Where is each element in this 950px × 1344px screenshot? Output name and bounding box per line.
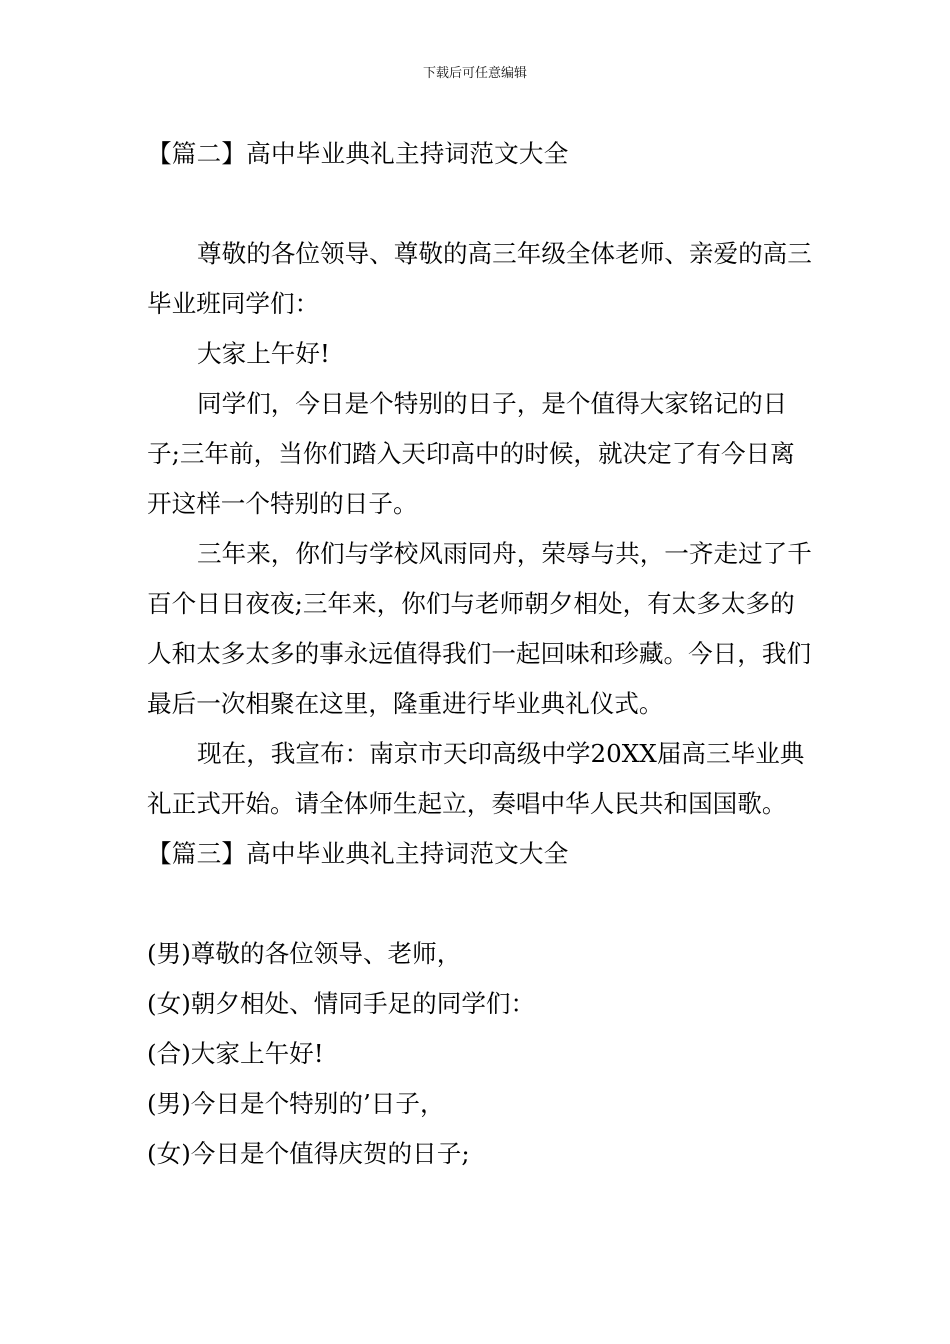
blank-line (147, 179, 817, 229)
page-header-note: 下载后可任意编辑 (422, 66, 527, 81)
section-3-line-together: (合)大家上午好! (147, 1039, 324, 1068)
section-3-line-female-celebrate: (女)今日是个值得庆贺的日子; (147, 1139, 470, 1168)
blank-line (147, 879, 817, 929)
section-2-paragraph-special-day: 同学们，今日是个特别的日子，是个值得大家铭记的日子;三年前，当你们踏入天印高中的时候，就决定了有今日离开这样一个特别的日子。 (147, 389, 795, 518)
section-3-line-female-greeting: (女)朝夕相处、情同手足的同学们： (147, 989, 536, 1018)
section-2-title: 【篇二】高中毕业典礼主持词范文大全 (147, 139, 569, 168)
section-2-paragraph-hello: 大家上午好! (197, 339, 330, 368)
section-2-paragraph-greeting: 尊敬的各位领导、尊敬的高三年级全体老师、亲爱的高三毕业班同学们： (147, 239, 812, 318)
section-3-line-male-greeting: (男)尊敬的各位领导、老师， (147, 939, 462, 968)
document-body (147, 129, 817, 1179)
section-2-paragraph-announcement: 现在，我宣布：南京市天印高级中学20XX届高三毕业典礼正式开始。请全体师生起立，奏唱中华人民共和国国歌。 (147, 739, 805, 818)
section-2-paragraph-three-years: 三年来，你们与学校风雨同舟，荣辱与共，一齐走过了千百个日日夜夜;三年来，你们与老师朝夕相处，有太多太多的人和太多太多的事永远值得我们一起回味和珍藏。今日，我们最后一次相聚在这里，隆重进行毕业典礼仪式。 (147, 539, 812, 718)
section-3-line-male-special: (男)今日是个特别的’日子， (147, 1089, 445, 1118)
section-3-title: 【篇三】高中毕业典礼主持词范文大全 (147, 839, 569, 868)
